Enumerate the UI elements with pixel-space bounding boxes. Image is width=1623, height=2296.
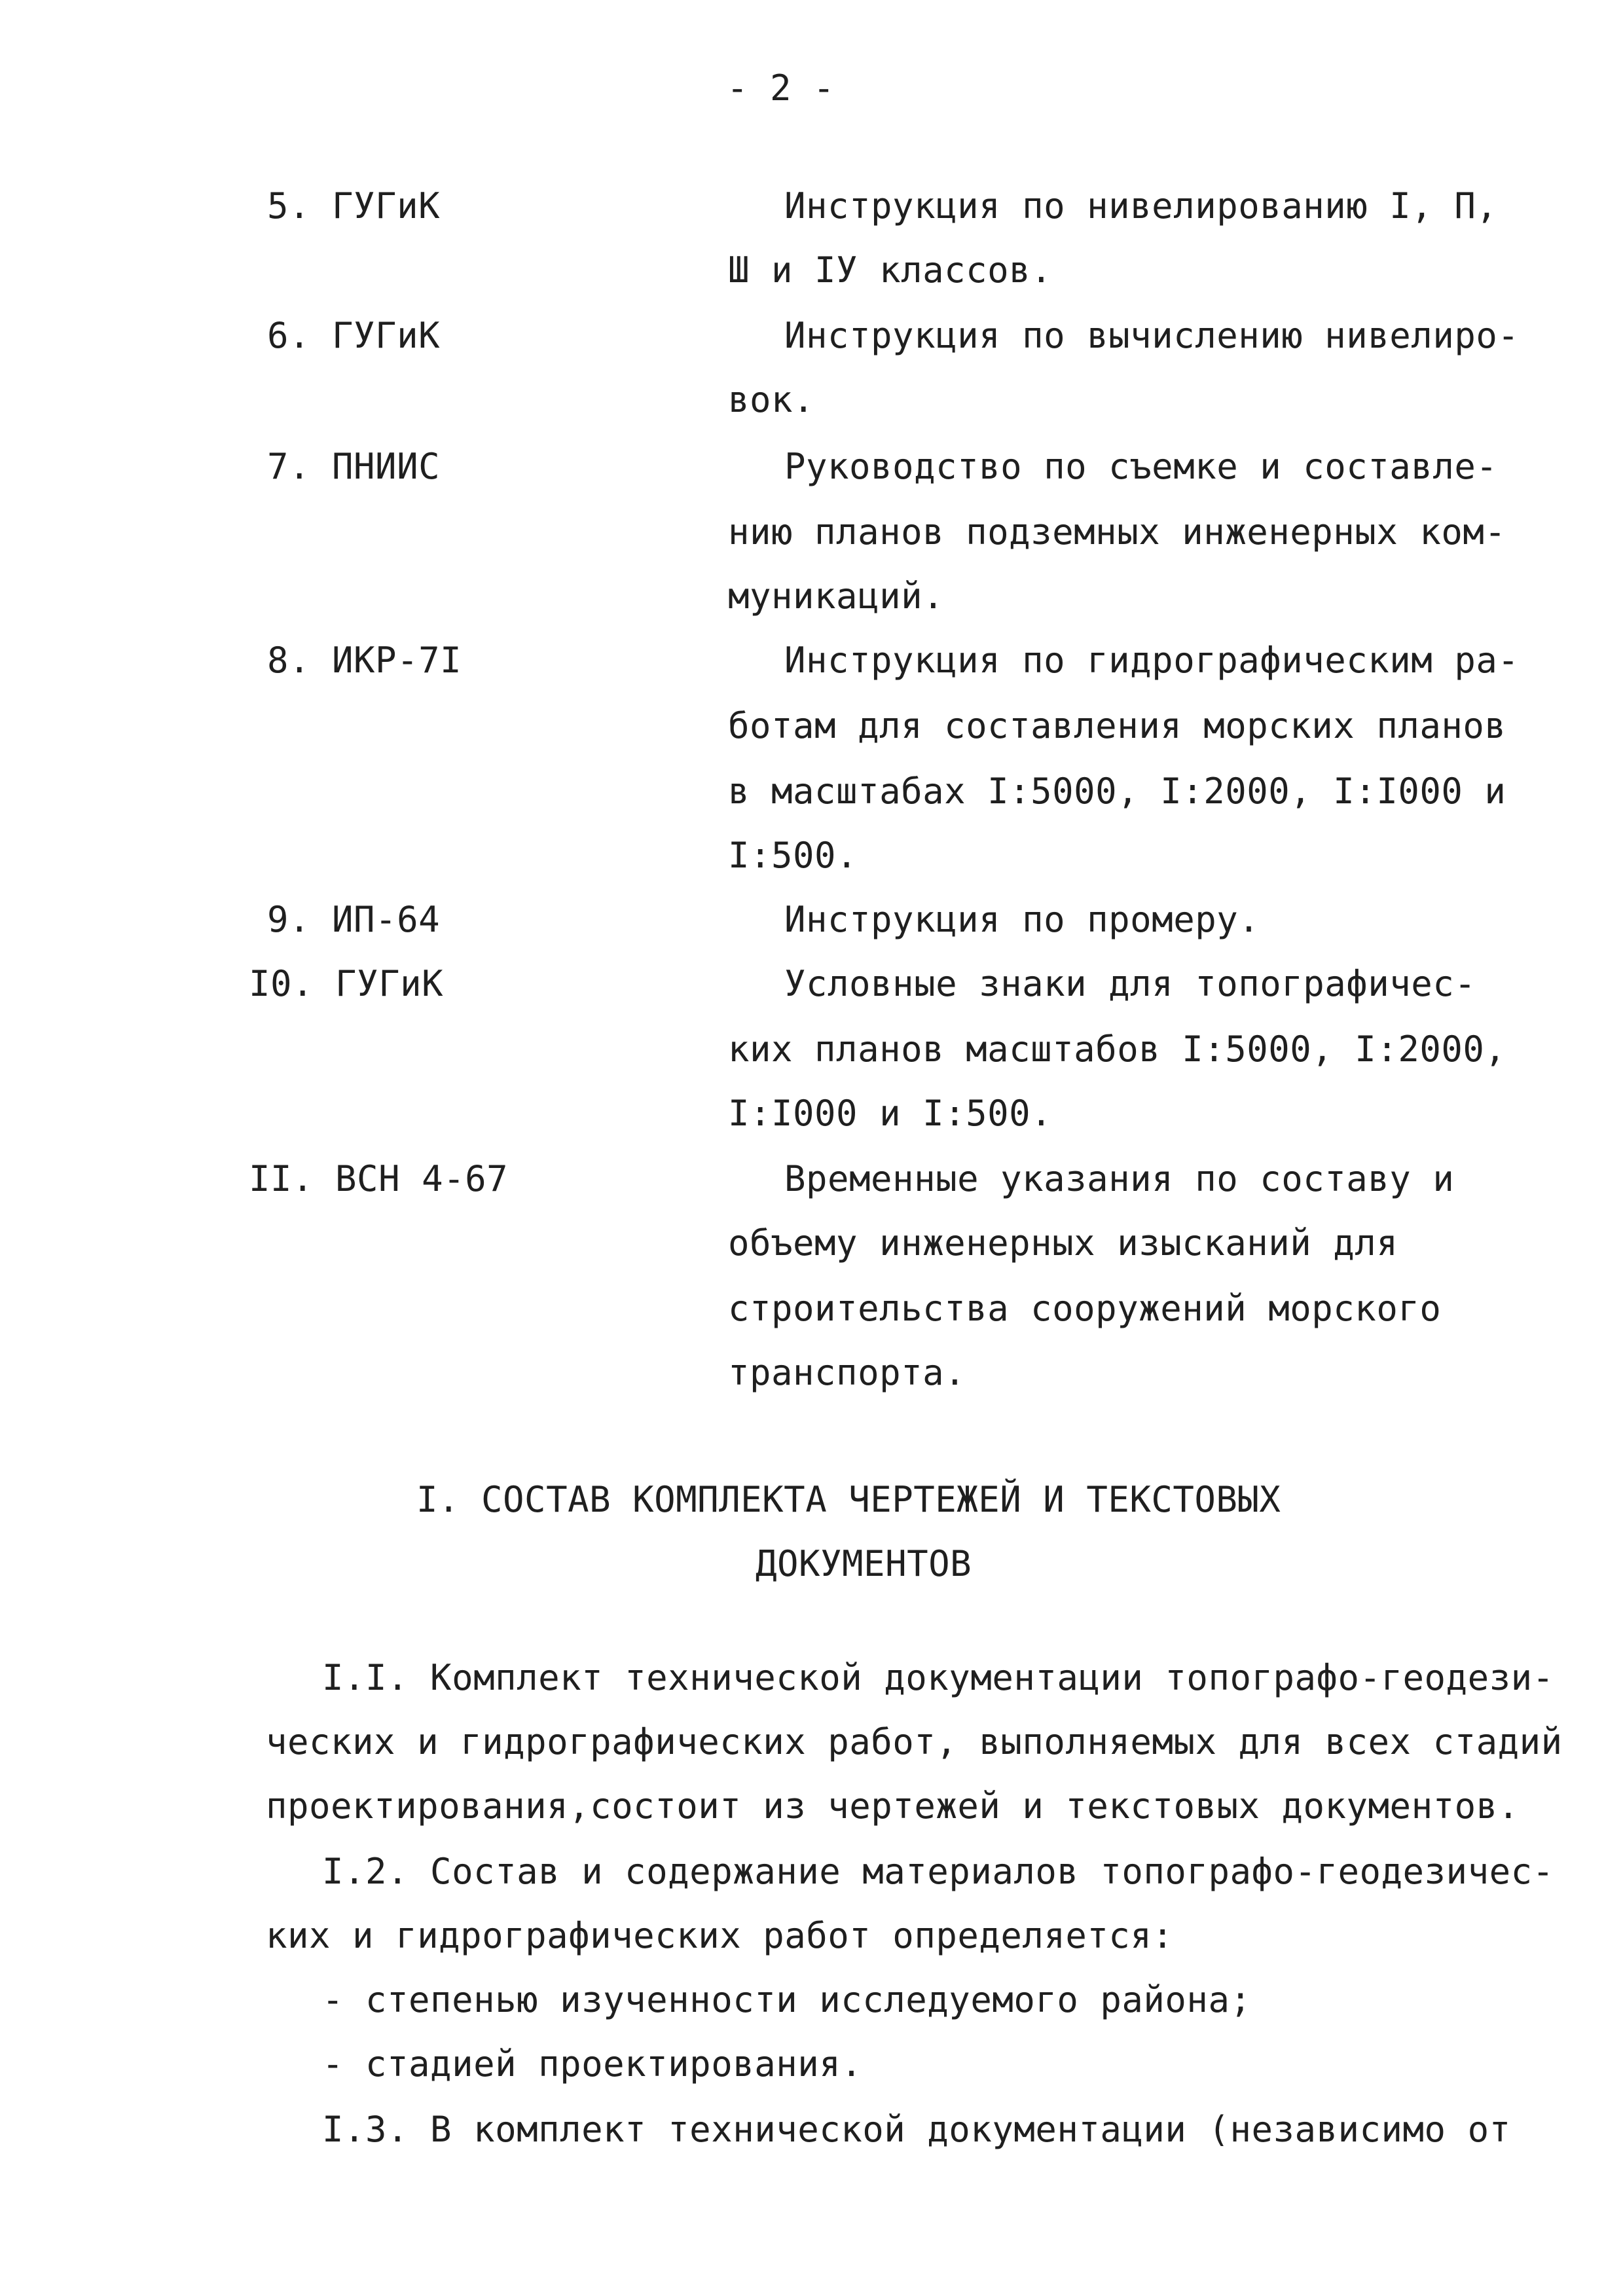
reference-text-line: ботам для составления морских планов xyxy=(728,705,1506,746)
reference-text-line: Инструкция по вычислению нивелиро- xyxy=(784,315,1520,356)
section-heading-line-1: I. СОСТАВ КОМПЛЕКТА ЧЕРТЕЖЕЙ И ТЕКСТОВЫХ xyxy=(416,1479,1281,1520)
reference-text-line: Руководство по съемке и составле- xyxy=(784,446,1498,487)
reference-text-line: I:I000 и I:500. xyxy=(728,1093,1053,1134)
reference-text-line: I:500. xyxy=(728,835,858,876)
reference-text-line: нию планов подземных инженерных ком- xyxy=(728,511,1506,553)
reference-text-line: Инструкция по гидрографическим ра- xyxy=(784,640,1520,681)
reference-code: II. ВСН 4-67 xyxy=(249,1158,509,1199)
reference-code: 7. ПНИИС xyxy=(267,446,441,487)
reference-text-line: строительства сооружений морского xyxy=(728,1288,1442,1329)
paragraph-line: проектирования,состоит из чертежей и текстовых документов. xyxy=(266,1785,1520,1827)
reference-code: I0. ГУГиК xyxy=(249,963,444,1004)
reference-text-line: муникаций. xyxy=(728,575,945,617)
reference-text-line: Инструкция по промеру. xyxy=(784,899,1260,940)
reference-code: 6. ГУГиК xyxy=(267,315,441,356)
reference-code: 8. ИКР-7I xyxy=(267,640,462,681)
paragraph-line: I.I. Комплект технической документации топографо-геодези- xyxy=(322,1657,1554,1698)
reference-text-line: ких планов масштабов I:5000, I:2000, xyxy=(728,1029,1506,1070)
reference-code: 9. ИП-64 xyxy=(267,899,441,940)
reference-code: 5. ГУГиК xyxy=(267,185,441,227)
reference-text-line: Ш и IУ классов. xyxy=(728,249,1053,291)
page-number: - 2 - xyxy=(727,67,835,109)
reference-text-line: Условные знаки для топографичес- xyxy=(784,963,1476,1004)
reference-text-line: в масштабах I:5000, I:2000, I:I000 и xyxy=(728,771,1506,812)
list-item: - степенью изученности исследуемого района; xyxy=(322,1979,1252,2020)
reference-text-line: Временные указания по составу и xyxy=(784,1158,1455,1199)
paragraph-line: I.3. В комплект технической документации (независимо от xyxy=(322,2109,1511,2150)
section-heading-line-2: ДОКУМЕНТОВ xyxy=(756,1543,972,1584)
paragraph-line: I.2. Состав и содержание материалов топографо-геодезичес- xyxy=(322,1851,1554,1892)
reference-text-line: объему инженерных изысканий для xyxy=(728,1222,1398,1264)
reference-text-line: транспорта. xyxy=(728,1352,966,1393)
reference-text-line: Инструкция по нивелированию I, П, xyxy=(784,185,1498,227)
reference-text-line: вок. xyxy=(728,379,815,420)
list-item: - стадией проектирования. xyxy=(322,2043,863,2085)
paragraph-line: ческих и гидрографических работ, выполняемых для всех стадий xyxy=(266,1721,1563,1762)
paragraph-line: ких и гидрографических работ определяется: xyxy=(266,1915,1174,1956)
